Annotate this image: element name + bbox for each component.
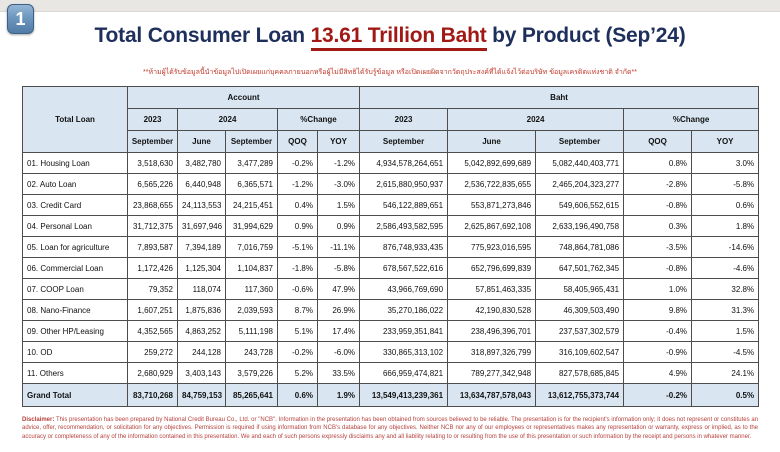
- disclaimer-text: This presentation has been prepared by National Credit Bureau Co., Ltd. or "NCB". Information in the presentation has been obtained from sources believed to be reliable. The presentation is for the recipient's information only; it does not represent or constitutes an advice, offer, recommendation, or solicitation for any objectives. Permission is required if using information from NCB's database for any objectives. Neither NCB nor any of our employees or representatives makes any representation or warranty, express or implied, as to the accuracy or completeness of any of the information contained in this presentation. We and each of such persons expressly disclaims any and all liability relating to or resulting from the use of this presentation or such information by the receipt and persons in whatever manner.: [22, 417, 758, 440]
- baht-pct-change: %Change: [624, 109, 759, 131]
- cell-value: 2,586,493,582,595: [360, 216, 448, 237]
- cell-value: 647,501,762,345: [536, 258, 624, 279]
- cell-value: 1.5%: [692, 321, 759, 342]
- cell-value: -0.4%: [624, 321, 692, 342]
- account-pct-change: %Change: [278, 109, 360, 131]
- cell-value: 23,868,655: [128, 195, 178, 216]
- cell-value: 0.3%: [624, 216, 692, 237]
- cell-value: -1.2%: [318, 153, 360, 174]
- cell-value: -5.8%: [692, 174, 759, 195]
- cell-value: -4.5%: [692, 342, 759, 363]
- cell-value: 2,465,204,323,277: [536, 174, 624, 195]
- baht-sep-2024: September: [536, 131, 624, 153]
- table-row: [23, 363, 759, 384]
- disclaimer: [22, 416, 758, 441]
- cell-value: 83,710,268: [128, 384, 178, 407]
- account-yoy: YOY: [318, 131, 360, 153]
- table-body: [23, 153, 759, 407]
- cell-value: 58,405,965,431: [536, 279, 624, 300]
- table-row: [23, 300, 759, 321]
- cell-value: 46,309,503,490: [536, 300, 624, 321]
- cell-value: 1.8%: [692, 216, 759, 237]
- cell-value: 243,728: [226, 342, 278, 363]
- header-row-groups: [23, 87, 759, 109]
- cell-value: 13,612,755,373,744: [536, 384, 624, 407]
- cell-value: 827,578,685,845: [536, 363, 624, 384]
- account-year-2024: 2024: [178, 109, 278, 131]
- cell-value: -1.8%: [278, 258, 318, 279]
- cell-value: 6,565,226: [128, 174, 178, 195]
- cell-value: 0.6%: [692, 195, 759, 216]
- cell-value: 0.4%: [278, 195, 318, 216]
- cell-value: 32.8%: [692, 279, 759, 300]
- cell-value: 233,959,351,841: [360, 321, 448, 342]
- cell-value: -3.5%: [624, 237, 692, 258]
- cell-value: 0.6%: [278, 384, 318, 407]
- cell-value: 789,277,342,948: [448, 363, 536, 384]
- cell-value: 13,634,787,578,043: [448, 384, 536, 407]
- cell-value: 31.3%: [692, 300, 759, 321]
- cell-value: 31,994,629: [226, 216, 278, 237]
- cell-value: 0.9%: [278, 216, 318, 237]
- cell-value: 244,128: [178, 342, 226, 363]
- row-label: Grand Total: [23, 384, 128, 407]
- cell-value: 748,864,781,086: [536, 237, 624, 258]
- row-label: 03. Credit Card: [23, 195, 128, 216]
- page-title: [0, 24, 780, 48]
- cell-value: 9.8%: [624, 300, 692, 321]
- cell-value: -14.6%: [692, 237, 759, 258]
- cell-value: -0.2%: [278, 342, 318, 363]
- table-header: [23, 87, 759, 153]
- row-label: 04. Personal Loan: [23, 216, 128, 237]
- group-header-baht: Baht: [360, 87, 759, 109]
- table-row: [23, 279, 759, 300]
- cell-value: 1.9%: [318, 384, 360, 407]
- cell-value: 47.9%: [318, 279, 360, 300]
- cell-value: 5,082,440,403,771: [536, 153, 624, 174]
- row-label: 07. COOP Loan: [23, 279, 128, 300]
- cell-value: 775,923,016,595: [448, 237, 536, 258]
- table-row: [23, 342, 759, 363]
- cell-value: -0.9%: [624, 342, 692, 363]
- cell-value: -6.0%: [318, 342, 360, 363]
- cell-value: -4.6%: [692, 258, 759, 279]
- cell-value: -11.1%: [318, 237, 360, 258]
- cell-value: 6,365,571: [226, 174, 278, 195]
- account-jun-2024: June: [178, 131, 226, 153]
- cell-value: 549,606,552,615: [536, 195, 624, 216]
- cell-value: 652,796,699,839: [448, 258, 536, 279]
- cell-value: 42,190,830,528: [448, 300, 536, 321]
- cell-value: 3,579,226: [226, 363, 278, 384]
- cell-value: 8.7%: [278, 300, 318, 321]
- cell-value: 2,680,929: [128, 363, 178, 384]
- cell-value: 33.5%: [318, 363, 360, 384]
- cell-value: 1,875,836: [178, 300, 226, 321]
- title-highlight: 13.61 Trillion Baht: [311, 24, 487, 51]
- cell-value: 3,403,143: [178, 363, 226, 384]
- cell-value: 5.1%: [278, 321, 318, 342]
- baht-sep-2023: September: [360, 131, 448, 153]
- row-label: 06. Commercial Loan: [23, 258, 128, 279]
- cell-value: 4,863,252: [178, 321, 226, 342]
- cell-value: 2,536,722,835,655: [448, 174, 536, 195]
- cell-value: -0.2%: [624, 384, 692, 407]
- cell-value: 13,549,413,239,361: [360, 384, 448, 407]
- cell-value: 4,352,565: [128, 321, 178, 342]
- table-row: [23, 258, 759, 279]
- cell-value: 117,360: [226, 279, 278, 300]
- table-row: [23, 237, 759, 258]
- cell-value: 24.1%: [692, 363, 759, 384]
- cell-value: 2,625,867,692,108: [448, 216, 536, 237]
- row-label: 09. Other HP/Leasing: [23, 321, 128, 342]
- baht-qoq: QOQ: [624, 131, 692, 153]
- account-qoq: QOQ: [278, 131, 318, 153]
- row-label: 01. Housing Loan: [23, 153, 128, 174]
- table-row: [23, 321, 759, 342]
- cell-value: 31,697,946: [178, 216, 226, 237]
- corner-header: Total Loan: [23, 87, 128, 153]
- cell-value: 79,352: [128, 279, 178, 300]
- cell-value: 318,897,326,799: [448, 342, 536, 363]
- cell-value: 666,959,474,821: [360, 363, 448, 384]
- baht-year-2023: 2023: [360, 109, 448, 131]
- row-label: 08. Nano-Finance: [23, 300, 128, 321]
- header-row-months: [23, 131, 759, 153]
- cell-value: 237,537,302,579: [536, 321, 624, 342]
- cell-value: 24,215,451: [226, 195, 278, 216]
- cell-value: -2.8%: [624, 174, 692, 195]
- cell-value: 118,074: [178, 279, 226, 300]
- cell-value: -0.6%: [278, 279, 318, 300]
- cell-value: 1,172,426: [128, 258, 178, 279]
- baht-year-2024: 2024: [448, 109, 624, 131]
- account-sep-2023: September: [128, 131, 178, 153]
- cell-value: 0.5%: [692, 384, 759, 407]
- thai-confidentiality-note: **ห้ามผู้ได้รับข้อมูลนี้นำข้อมูลไปเปิดเผยแก่บุคคลภายนอกหรือผู้ไม่มีสิทธิได้รับรู้ข้อมูล หรือเปิดเผยผิดจากวัตถุประสงค์ที่ได้แจ้งไว้ต่อบริษัท ข้อมูลเครดิตแห่งชาติ จำกัด**: [143, 69, 637, 76]
- cell-value: 85,265,641: [226, 384, 278, 407]
- cell-value: 6,440,948: [178, 174, 226, 195]
- cell-value: 3,482,780: [178, 153, 226, 174]
- cell-value: 7,893,587: [128, 237, 178, 258]
- baht-yoy: YOY: [692, 131, 759, 153]
- cell-value: 316,109,602,547: [536, 342, 624, 363]
- cell-value: 2,633,196,490,758: [536, 216, 624, 237]
- cell-value: 4,934,578,264,651: [360, 153, 448, 174]
- cell-value: 0.9%: [318, 216, 360, 237]
- cell-value: -0.8%: [624, 258, 692, 279]
- cell-value: 5,042,892,699,689: [448, 153, 536, 174]
- top-strip: [0, 0, 780, 12]
- cell-value: 2,615,880,950,937: [360, 174, 448, 195]
- cell-value: 3.0%: [692, 153, 759, 174]
- cell-value: 26.9%: [318, 300, 360, 321]
- cell-value: 0.8%: [624, 153, 692, 174]
- cell-value: 1.0%: [624, 279, 692, 300]
- cell-value: 57,851,463,335: [448, 279, 536, 300]
- cell-value: 553,871,273,846: [448, 195, 536, 216]
- cell-value: 2,039,593: [226, 300, 278, 321]
- cell-value: 5,111,198: [226, 321, 278, 342]
- table-row: [23, 174, 759, 195]
- title-prefix: Total Consumer Loan: [94, 24, 311, 47]
- cell-value: 4.9%: [624, 363, 692, 384]
- cell-value: 3,477,289: [226, 153, 278, 174]
- row-label: 10. OD: [23, 342, 128, 363]
- cell-value: 7,016,759: [226, 237, 278, 258]
- baht-jun-2024: June: [448, 131, 536, 153]
- table-row: [23, 216, 759, 237]
- cell-value: 35,270,186,022: [360, 300, 448, 321]
- row-label: 05. Loan for agriculture: [23, 237, 128, 258]
- cell-value: 330,865,313,102: [360, 342, 448, 363]
- cell-value: 84,759,153: [178, 384, 226, 407]
- cell-value: -1.2%: [278, 174, 318, 195]
- cell-value: 259,272: [128, 342, 178, 363]
- cell-value: 5.2%: [278, 363, 318, 384]
- account-sep-2024: September: [226, 131, 278, 153]
- cell-value: 876,748,933,435: [360, 237, 448, 258]
- row-label: 11. Others: [23, 363, 128, 384]
- row-label: 02. Auto Loan: [23, 174, 128, 195]
- table-row: [23, 153, 759, 174]
- header-row-years: [23, 109, 759, 131]
- cell-value: 238,496,396,701: [448, 321, 536, 342]
- cell-value: 1.5%: [318, 195, 360, 216]
- grand-total-row: [23, 384, 759, 407]
- cell-value: 1,607,251: [128, 300, 178, 321]
- group-header-account: Account: [128, 87, 360, 109]
- cell-value: 1,104,837: [226, 258, 278, 279]
- cell-value: 678,567,522,616: [360, 258, 448, 279]
- cell-value: -3.0%: [318, 174, 360, 195]
- title-suffix: by Product (Sep’24): [486, 24, 686, 47]
- cell-value: 24,113,553: [178, 195, 226, 216]
- cell-value: 546,122,889,651: [360, 195, 448, 216]
- cell-value: -5.8%: [318, 258, 360, 279]
- cell-value: -0.8%: [624, 195, 692, 216]
- cell-value: 7,394,189: [178, 237, 226, 258]
- cell-value: -5.1%: [278, 237, 318, 258]
- table-row: [23, 195, 759, 216]
- cell-value: 17.4%: [318, 321, 360, 342]
- slide-number: 1: [15, 8, 26, 29]
- cell-value: -0.2%: [278, 153, 318, 174]
- disclaimer-label: Disclaimer:: [22, 417, 55, 423]
- consumer-loan-table: [22, 86, 759, 407]
- cell-value: 3,518,630: [128, 153, 178, 174]
- cell-value: 43,966,769,690: [360, 279, 448, 300]
- account-year-2023: 2023: [128, 109, 178, 131]
- cell-value: 31,712,375: [128, 216, 178, 237]
- cell-value: 1,125,304: [178, 258, 226, 279]
